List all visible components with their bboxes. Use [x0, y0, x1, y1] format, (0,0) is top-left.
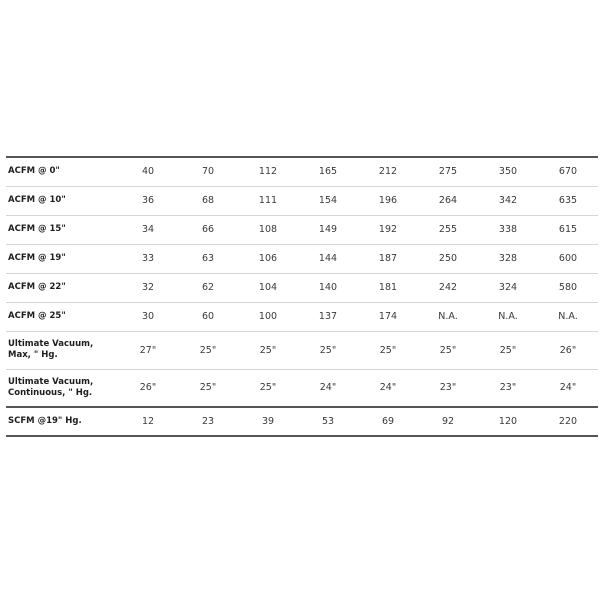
table-cell: 104 [258, 282, 278, 293]
table-cell: 25" [439, 344, 457, 356]
table-cell: 25" [199, 344, 217, 356]
table-cell: 24" [319, 382, 337, 394]
table-cell: 112 [258, 166, 278, 178]
row-label: Ultimate Vacuum, Max, " Hg. [8, 339, 94, 360]
table-cell: 187 [378, 253, 398, 264]
row-label: ACFM @ 25" [8, 311, 66, 321]
table-cell: 24" [559, 382, 577, 394]
table-row [6, 157, 598, 186]
table-cell: 192 [378, 224, 398, 235]
table-cell: 66 [201, 224, 215, 235]
table-cell: 25" [319, 344, 337, 356]
table-cell: 174 [378, 311, 398, 322]
table-cell: 63 [201, 253, 215, 264]
table-cell: 250 [438, 253, 458, 264]
table-cell: 615 [558, 224, 578, 235]
table-cell: 70 [201, 166, 215, 178]
table-cell: 181 [378, 282, 398, 293]
table-cell: 39 [261, 416, 275, 427]
table-cell: 144 [318, 253, 338, 264]
table-cell: 69 [381, 416, 395, 427]
row-label: SCFM @19" Hg. [8, 416, 82, 426]
table-cell: 220 [558, 416, 578, 427]
table-cell: 25" [259, 382, 277, 394]
table-cell: 60 [201, 311, 215, 322]
table-cell: 27" [139, 344, 157, 356]
table-cell: 23" [439, 382, 457, 394]
table-cell: 154 [318, 195, 338, 206]
table-cell: 106 [258, 253, 278, 264]
table-cell: 264 [438, 195, 458, 206]
table-cell: 149 [318, 224, 338, 235]
table-cell: 137 [318, 311, 338, 322]
table-cell: 120 [498, 416, 518, 427]
table-cell: 23" [499, 382, 517, 394]
row-label: ACFM @ 10" [8, 195, 66, 205]
table-cell: 108 [258, 224, 278, 235]
table-row [6, 244, 598, 273]
table-cell: 25" [379, 344, 397, 356]
table-cell: N.A. [438, 311, 458, 322]
table-cell: 255 [438, 224, 458, 235]
table-cell: 275 [438, 166, 458, 178]
table-cell: 26" [139, 382, 157, 394]
table-cell: 34 [141, 224, 155, 235]
specifications-table [6, 156, 598, 437]
table-cell: 350 [498, 166, 518, 178]
table-cell: 196 [378, 195, 398, 206]
table-cell: 92 [441, 416, 455, 427]
table-cell: 25" [259, 344, 277, 356]
table-cell: 36 [141, 195, 155, 206]
table-cell: 342 [498, 195, 518, 206]
table-row [6, 273, 598, 302]
table-cell: 580 [558, 282, 578, 293]
row-label: ACFM @ 22" [8, 282, 66, 292]
table-cell: 338 [498, 224, 518, 235]
table-cell: 324 [498, 282, 518, 293]
table-cell: 165 [318, 166, 338, 178]
table-cell: 32 [141, 282, 155, 293]
table-cell: 26" [559, 344, 577, 356]
table-cell: 25" [499, 344, 517, 356]
table-cell: 24" [379, 382, 397, 394]
row-label: Ultimate Vacuum, Continuous, " Hg. [8, 376, 94, 398]
table-cell: 328 [498, 253, 518, 264]
table-body [6, 157, 598, 436]
table-row [6, 215, 598, 244]
table-row [6, 331, 598, 369]
table-cell: 62 [201, 282, 215, 293]
table-row [6, 407, 598, 436]
table-cell: N.A. [558, 311, 578, 322]
row-label: ACFM @ 19" [8, 253, 66, 263]
table-cell: 40 [141, 166, 155, 178]
table-cell: 635 [558, 195, 578, 206]
table-cell: 111 [258, 195, 278, 206]
table-cell: 242 [438, 282, 458, 293]
table-cell: 23 [201, 416, 215, 427]
table-cell: 53 [321, 416, 335, 427]
table-cell: 68 [201, 195, 215, 206]
table-row [6, 302, 598, 331]
table-row [6, 369, 598, 407]
row-label: ACFM @ 15" [8, 224, 66, 234]
table-cell: 140 [318, 282, 338, 293]
table-cell: N.A. [498, 311, 518, 322]
table-cell: 600 [558, 253, 578, 264]
table-cell: 30 [141, 311, 155, 322]
table-cell: 12 [141, 416, 155, 427]
table-cell: 670 [558, 166, 578, 178]
table-cell: 33 [141, 253, 155, 264]
table-row [6, 186, 598, 215]
table-cell: 25" [199, 382, 217, 394]
row-label: ACFM @ 0" [8, 166, 60, 177]
table-cell: 100 [258, 311, 278, 322]
table-cell: 212 [378, 166, 398, 178]
